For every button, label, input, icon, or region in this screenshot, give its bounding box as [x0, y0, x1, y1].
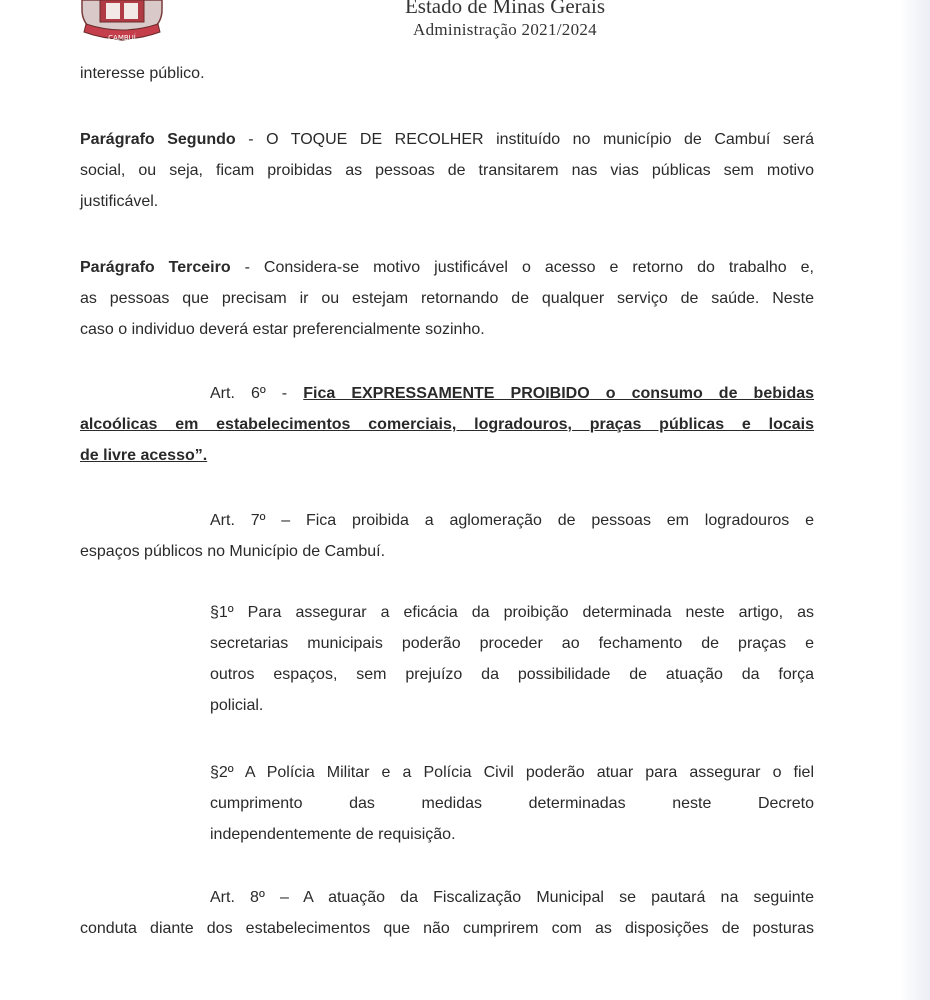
article-6-line2: alcoólicas em estabelecimentos comerciais, logradouros, praças públicas e locais: [80, 416, 814, 433]
article-7: [80, 505, 814, 567]
s2-line3: independentemente de requisição.: [210, 826, 456, 843]
s1-line2: secretarias municipais poderão proceder ao fechamento de praças e: [210, 635, 814, 652]
s2-line1: §2º A Polícia Militar e a Polícia Civil poderão atuar para assegurar o fiel: [210, 764, 814, 781]
header-state: Estado de Minas Gerais: [404, 0, 606, 18]
header-administration: Administração 2021/2024: [413, 20, 597, 39]
paragrafo-segundo-line2: social, ou seja, ficam proibidas as pessoas de transitarem nas vias públicas sem motivo: [80, 162, 814, 179]
article-6-prefix: Art. 6º: [210, 385, 266, 402]
paragrafo-segundo-line3: justificável.: [80, 193, 159, 210]
article-6-separator: -: [265, 385, 304, 402]
s1-line3: outros espaços, sem prejuízo da possibilidade de atuação da força: [210, 666, 814, 683]
article-6-line1: Fica EXPRESSAMENTE PROIBIDO o consumo de bebidas: [303, 385, 815, 402]
paragrafo-terceiro-line1: - Considera-se motivo justificável o acesso e retorno do trabalho e,: [230, 259, 815, 276]
article-8-line1: Art. 8º – A atuação da Fiscalização Municipal se pautará na seguinte: [210, 889, 814, 906]
s2-line2: cumprimento das medidas determinadas neste Decreto: [210, 795, 814, 812]
article-8: [80, 882, 814, 944]
article-7-line1: Art. 7º – Fica proibida a aglomeração de pessoas em logradouros e: [210, 512, 814, 529]
paragrafo-segundo-label: Parágrafo Segundo: [80, 131, 236, 148]
paragrafo-terceiro-label: Parágrafo Terceiro: [80, 259, 231, 276]
seal-banner-text: CAMBUÍ: [108, 34, 136, 42]
paragraph-s2: [210, 757, 814, 850]
article-6: [80, 378, 814, 471]
paragrafo-segundo-line1: - O TOQUE DE RECOLHER instituído no município de Cambuí será: [235, 131, 815, 148]
paragrafo-terceiro-line2: as pessoas que precisam ir ou estejam retornando de qualquer serviço de saúde. Neste: [80, 290, 814, 307]
article-6-line3: de livre acesso”.: [80, 447, 208, 464]
paragrafo-terceiro-line3: caso o individuo deverá estar preferencialmente sozinho.: [80, 321, 485, 338]
s1-line4: policial.: [210, 697, 264, 714]
paragraph-s1: [210, 597, 814, 721]
article-8-line2: conduta diante dos estabelecimentos que não cumprirem com as disposições de posturas: [80, 920, 814, 937]
paragrafo-terceiro: [80, 252, 814, 345]
paragrafo-segundo: [80, 124, 814, 217]
scan-edge: [900, 0, 930, 1000]
s1-line1: §1º Para assegurar a eficácia da proibição determinada neste artigo, as: [210, 604, 814, 621]
article-7-line2: espaços públicos no Município de Cambuí.: [80, 543, 386, 560]
carryover-text: interesse público.: [80, 65, 205, 82]
